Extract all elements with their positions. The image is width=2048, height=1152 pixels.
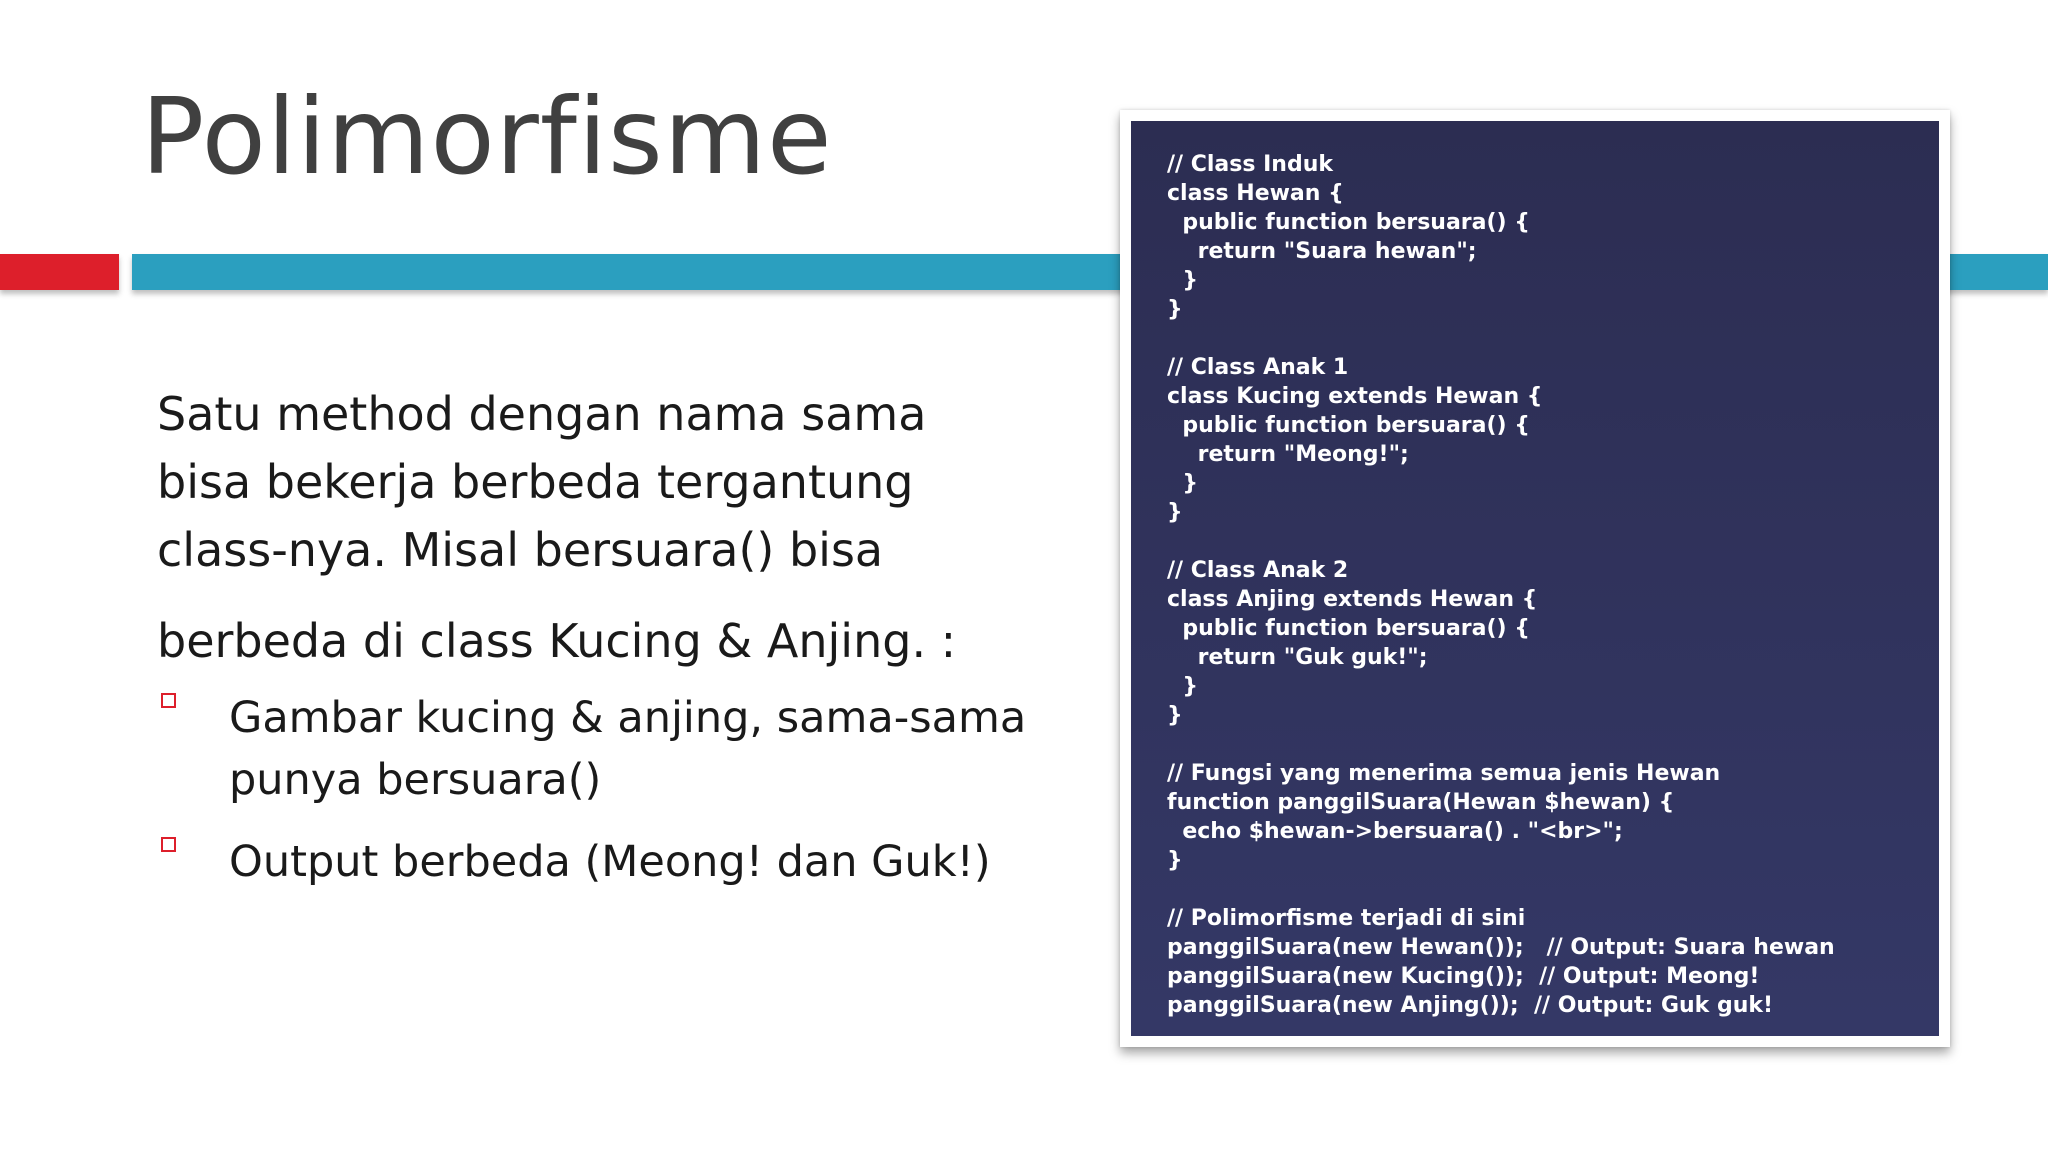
code-line: public function bersuara() { xyxy=(1167,210,1530,235)
body-line: Satu method dengan nama sama xyxy=(157,387,927,441)
code-line: // Class Induk xyxy=(1167,152,1333,177)
bullet-line: Output berbeda (Meong! dan Guk!) xyxy=(229,837,991,887)
body-line: class-nya. Misal bersuara() bisa xyxy=(157,523,884,577)
bullet-line: punya bersuara() xyxy=(229,755,602,805)
hollow-square-bullet-icon xyxy=(161,837,176,852)
code-line xyxy=(1167,324,1939,353)
code-line xyxy=(1167,730,1939,759)
code-line: return "Guk guk!"; xyxy=(1167,645,1428,670)
code-line: } xyxy=(1167,703,1183,728)
bullet-item xyxy=(157,687,1057,811)
code-line: class Anjing extends Hewan { xyxy=(1167,587,1538,612)
body-line: berbeda di class Kucing & Anjing. : xyxy=(157,614,957,668)
hollow-square-bullet-icon xyxy=(161,693,176,708)
code-line: echo $hewan->bersuara() . "<br>"; xyxy=(1167,819,1623,844)
code-line: public function bersuara() { xyxy=(1167,413,1530,438)
body-line: bisa bekerja berbeda tergantung xyxy=(157,455,914,509)
code-line: panggilSuara(new Anjing()); // Output: Guk guk! xyxy=(1167,993,1774,1018)
code-line: // Polimorfisme terjadi di sini xyxy=(1167,906,1526,931)
code-line: } xyxy=(1167,297,1183,322)
bullet-item xyxy=(157,831,1057,893)
code-line: return "Suara hewan"; xyxy=(1167,239,1477,264)
code-line: } xyxy=(1167,674,1198,699)
accent-bar-red xyxy=(0,254,119,290)
code-image-frame xyxy=(1120,110,1950,1047)
code-line: function panggilSuara(Hewan $hewan) { xyxy=(1167,790,1675,815)
bullet-line: Gambar kucing & anjing, sama-sama xyxy=(229,693,1027,743)
code-block xyxy=(1131,121,1939,1036)
slide-body xyxy=(157,380,1057,913)
code-line: } xyxy=(1167,471,1198,496)
slide-title: Polimorfisme xyxy=(141,76,833,198)
code-line: // Class Anak 2 xyxy=(1167,558,1349,583)
code-line: class Kucing extends Hewan { xyxy=(1167,384,1543,409)
code-line: panggilSuara(new Kucing()); // Output: Meong! xyxy=(1167,964,1760,989)
code-line: public function bersuara() { xyxy=(1167,616,1530,641)
code-line: } xyxy=(1167,848,1183,873)
bullet-list xyxy=(157,687,1057,893)
code-line: class Hewan { xyxy=(1167,181,1344,206)
code-line: panggilSuara(new Hewan()); // Output: Suara hewan xyxy=(1167,935,1835,960)
code-line: } xyxy=(1167,500,1183,525)
code-line: // Fungsi yang menerima semua jenis Hewan xyxy=(1167,761,1721,786)
code-line: // Class Anak 1 xyxy=(1167,355,1349,380)
code-line: return "Meong!"; xyxy=(1167,442,1409,467)
code-line: } xyxy=(1167,268,1198,293)
code-line xyxy=(1167,875,1939,904)
code-line xyxy=(1167,527,1939,556)
